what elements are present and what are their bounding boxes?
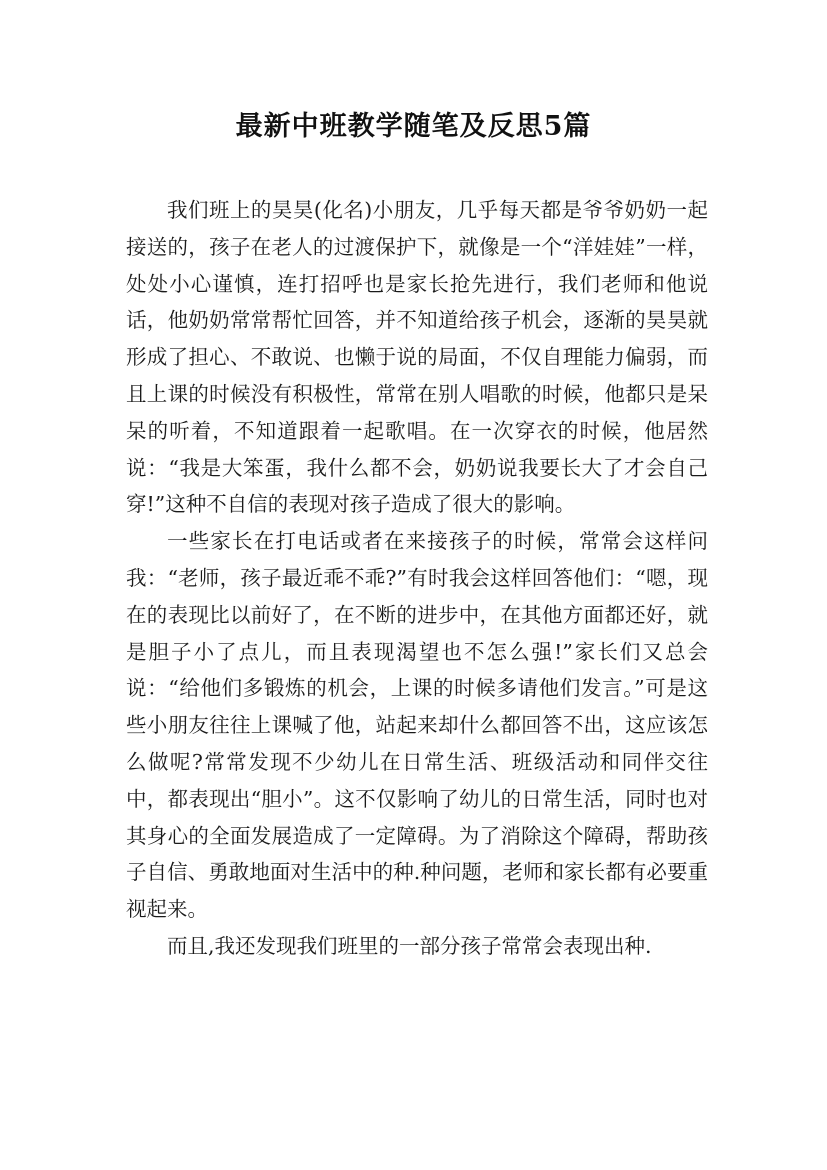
paragraph: 我们班上的昊昊(化名)小朋友，几乎每天都是爷爷奶奶一起接送的，孩子在老人的过渡保护下，就像是一个“洋娃娃”一样，处处小心谨慎，连打招呼也是家长抢先进行，我们老师和他说话，他奶奶常常帮忙回答，并不知道给孩子机会，逐渐的昊昊就形成了担心、不敢说、也懒于说的局面，不仅自理能力偏弱，而且上课的时候没有积极性，常常在别人唱歌的时候，他都只是呆呆的听着，不知道跟着一起歌唱。在一次穿衣的时候，他居然说：“我是大笨蛋，我什么都不会，奶奶说我要长大了才会自己穿!”这种不自信的表现对孩子造成了很大的影响。 xyxy=(126,198,708,517)
document-title: 最新中班教学随笔及反思5篇 xyxy=(235,111,592,142)
paragraph: 而且,我还发现我们班里的一部分孩子常常会表现出种. xyxy=(167,933,652,958)
document-body xyxy=(126,192,708,965)
paragraph: 一些家长在打电话或者在来接孩子的时候，常常会这样问我：“老师，孩子最近乖不乖?”有时我会这样回答他们：“嗯，现在的表现比以前好了，在不断的进步中，在其他方面都还好，就是胆子小了点儿，而且表现渴望也不怎么强!”家长们又总会说：“给他们多锻炼的机会，上课的时候多请他们发言。”可是这些小朋友往往上课喊了他，站起来却什么都回答不出，这应该怎么做呢?常常发现不少幼儿在日常生活、班级活动和同伴交往中，都表现出“胆小”。这不仅影响了幼儿的日常生活，同时也对其身心的全面发展造成了一定障碍。为了消除这个障碍，帮助孩子自信、勇敢地面对生活中的种.种问题，老师和家长都有必要重视起来。 xyxy=(126,529,708,922)
